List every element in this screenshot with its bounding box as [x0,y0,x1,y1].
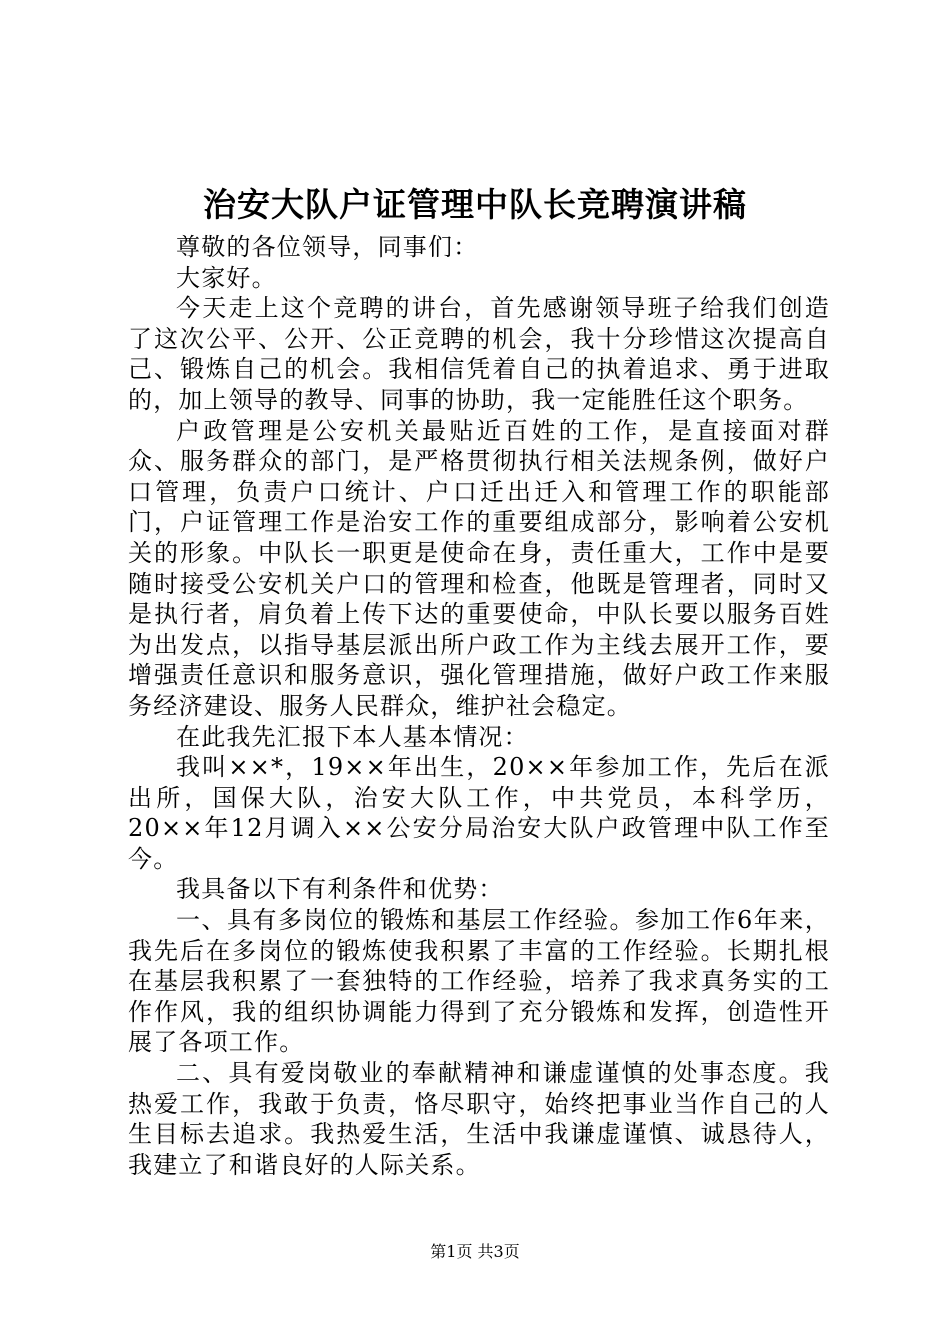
document-title: 治安大队户证管理中队长竞聘演讲稿 [203,185,747,224]
paragraph-greeting: 大家好。 [176,263,277,292]
paragraph-advantages-intro: 我具备以下有利条件和优势： [176,875,504,904]
paragraph-advantage-two: 二、具有爱岗敬业的奉献精神和谦虚谨慎的处事态度。我热爱工作，我敢于负责，恪尽职守，始终把事业当作自己的人生目标去追求。我热爱生活，生活中我谦虚谨慎、诚恳待人，我建立了和谐良好的人际关系。 [128,1059,830,1179]
paragraph-advantage-one: 一、具有多岗位的锻炼和基层工作经验。参加工作6年来，我先后在多岗位的锻炼使我积累了丰富的工作经验。长期扎根在基层我积累了一套独特的工作经验，培养了我求真务实的工作作风，我的组织协调能力得到了充分锻炼和发挥，创造性开展了各项工作。 [128,906,830,1057]
paragraph-basic-info: 我叫××*，19××年出生，20××年参加工作，先后在派出所，国保大队，治安大队工作，中共党员，本科学历，20××年12月调入××公安分局治安大队户政管理中队工作至今。 [128,753,830,873]
paragraph-opening: 今天走上这个竞聘的讲台，首先感谢领导班子给我们创造了这次公平、公开、公正竞聘的机会，我十分珍惜这次提高自己、锻炼自己的机会。我相信凭着自己的执着追求、勇于进取的，加上领导的教导、同事的协助，我一定能胜任这个职务。 [128,294,830,414]
paragraph-salutation: 尊敬的各位领导，同事们： [176,233,479,261]
document-body [128,232,830,1180]
page-footer: 第1页 共3页 [430,1242,520,1261]
paragraph-household-admin: 户政管理是公安机关最贴近百姓的工作，是直接面对群众、服务群众的部门，是严格贯彻执行相关法规条例，做好户口管理，负责户口统计、户口迁出迁入和管理工作的职能部门，户证管理工作是治安工作的重要组成部分，影响着公安机关的形象。中队长一职更是使命在身，责任重大，工作中是要随时接受公安机关户口的管理和检查，他既是管理者，同时又是执行者，肩负着上传下达的重要使命，中队长要以服务百姓为出发点，以指导基层派出所户政工作为主线去展开工作，要增强责任意识和服务意识，强化管理措施，做好户政工作来服务经济建设、服务人民群众，维护社会稳定。 [128,416,830,720]
paragraph-intro-basic-info: 在此我先汇报下本人基本情况： [176,722,529,751]
